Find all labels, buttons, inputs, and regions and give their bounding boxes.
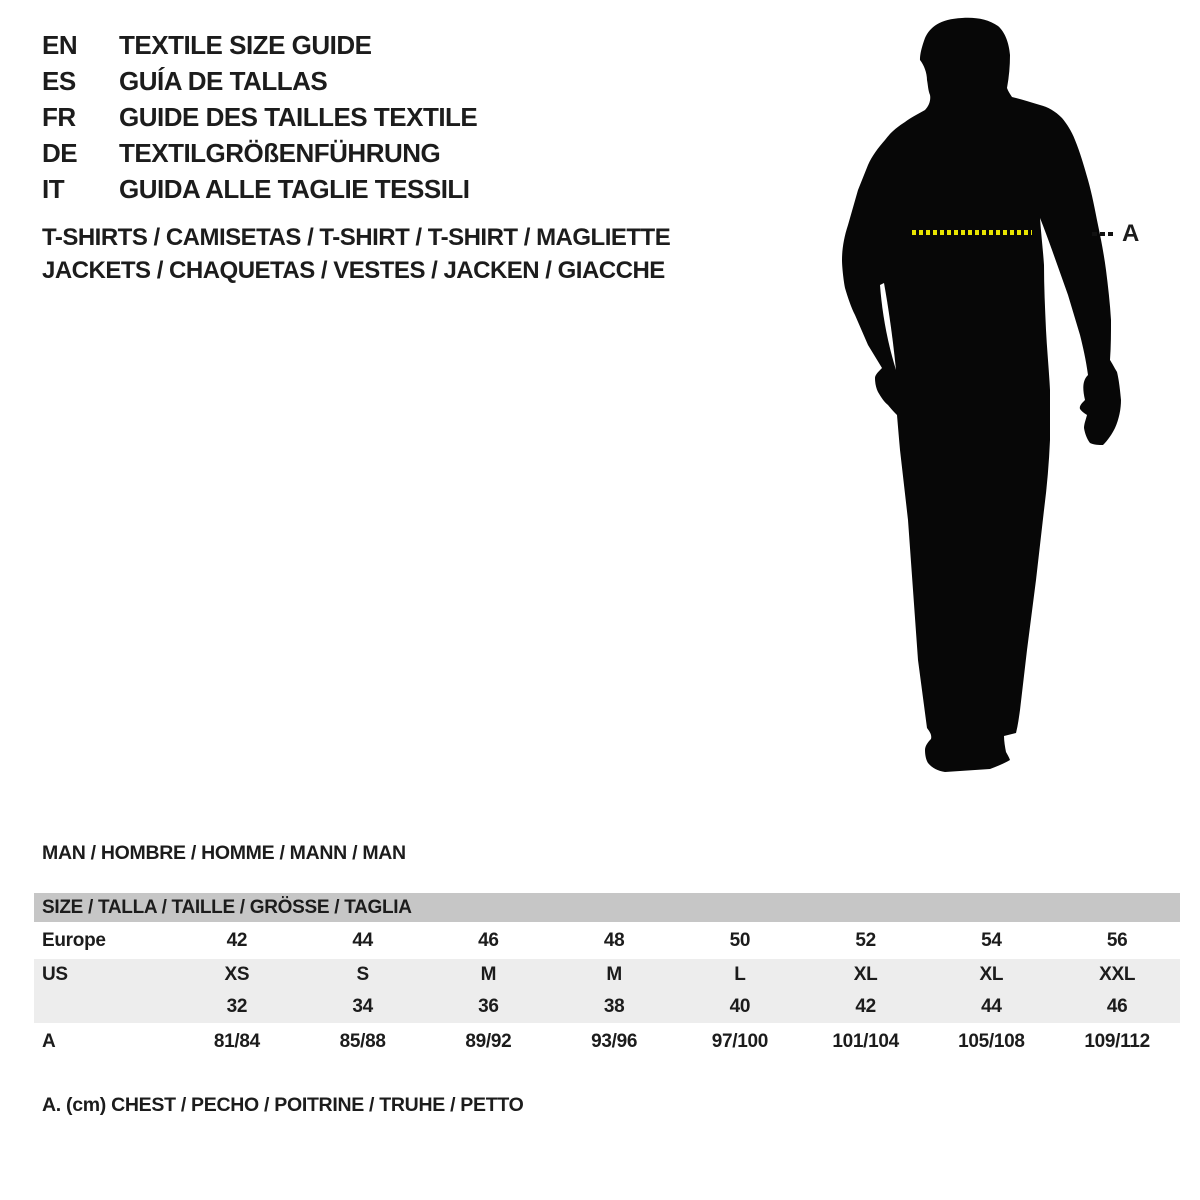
size-cell: M <box>480 963 497 985</box>
measurement-footnote: A. (cm) CHEST / PECHO / POITRINE / TRUHE / PETTO <box>42 1094 524 1116</box>
size-cell: 46 <box>1106 995 1128 1017</box>
language-list <box>42 27 477 207</box>
size-cell: 85/88 <box>339 1031 386 1052</box>
category-block <box>42 221 670 287</box>
size-cell: 54 <box>981 929 1002 951</box>
size-cell: XS <box>224 963 250 985</box>
language-label: GUIDE DES TAILLES TEXTILE <box>119 101 478 132</box>
size-cell: 97/100 <box>711 1031 769 1052</box>
size-cell: 48 <box>603 929 625 951</box>
language-code: DE <box>42 137 78 168</box>
size-cell: 109/112 <box>1084 1031 1150 1052</box>
category-line-tshirts: T-SHIRTS / CAMISETAS / T-SHIRT / T-SHIRT / MAGLIETTE <box>42 224 671 251</box>
size-cell: S <box>356 963 369 985</box>
size-table-body <box>34 922 1180 1061</box>
category-line-jackets: JACKETS / CHAQUETAS / VESTES / JACKEN / GIACCHE <box>42 257 665 284</box>
language-label: TEXTILE SIZE GUIDE <box>119 29 372 60</box>
table-row-us <box>34 959 1180 990</box>
language-code: IT <box>42 173 65 204</box>
size-cell: 89/92 <box>465 1031 512 1052</box>
size-cell: 50 <box>729 929 751 951</box>
measure-label-a: A <box>1122 220 1140 247</box>
section-heading-man: MAN / HOMBRE / HOMME / MANN / MAN <box>42 842 406 864</box>
language-row-en <box>42 27 477 63</box>
size-cell: 42 <box>226 929 248 951</box>
size-cell: XL <box>979 963 1004 985</box>
size-cell: 32 <box>226 995 248 1017</box>
size-cell: 93/96 <box>591 1031 638 1052</box>
man-silhouette <box>820 15 1140 780</box>
row-label: US <box>42 963 68 985</box>
row-label: A <box>42 1031 56 1052</box>
language-code: ES <box>42 65 76 96</box>
language-row-de <box>42 135 477 171</box>
size-cell: XXL <box>1099 963 1136 985</box>
language-label: TEXTILGRÖßENFÜHRUNG <box>119 137 441 168</box>
size-cell: 40 <box>729 995 751 1017</box>
size-table-header: SIZE / TALLA / TAILLE / GRÖSSE / TAGLIA <box>34 893 1180 922</box>
size-cell: 52 <box>855 929 876 951</box>
size-cell: 44 <box>352 929 373 951</box>
table-row-europe <box>34 922 1180 959</box>
size-cell: 38 <box>603 995 625 1017</box>
size-table <box>34 893 1180 1061</box>
language-row-es <box>42 63 477 99</box>
size-cell: 34 <box>352 995 373 1017</box>
size-cell: 42 <box>855 995 876 1017</box>
man-silhouette-figure <box>820 15 1140 780</box>
size-cell: L <box>734 963 746 985</box>
size-cell: 44 <box>981 995 1002 1017</box>
language-code: FR <box>42 101 76 132</box>
measure-leader-dash <box>1092 232 1116 236</box>
size-cell: 46 <box>478 929 499 951</box>
size-cell: 105/108 <box>958 1031 1025 1052</box>
size-cell: M <box>606 963 622 985</box>
size-cell: 56 <box>1106 929 1128 951</box>
size-cell: 36 <box>478 995 499 1017</box>
language-row-fr <box>42 99 477 135</box>
size-cell: XL <box>853 963 878 985</box>
language-label: GUÍA DE TALLAS <box>119 65 328 96</box>
size-cell: 81/84 <box>213 1031 260 1052</box>
size-cell: 101/104 <box>832 1031 899 1052</box>
table-row-us-numeric <box>34 990 1180 1023</box>
language-row-it <box>42 171 477 207</box>
row-label: Europe <box>42 929 106 951</box>
table-row-a <box>34 1023 1180 1061</box>
language-label: GUIDA ALLE TAGLIE TESSILI <box>119 173 470 204</box>
language-code: EN <box>42 29 78 60</box>
chest-measure-dotted-line <box>912 230 1032 235</box>
